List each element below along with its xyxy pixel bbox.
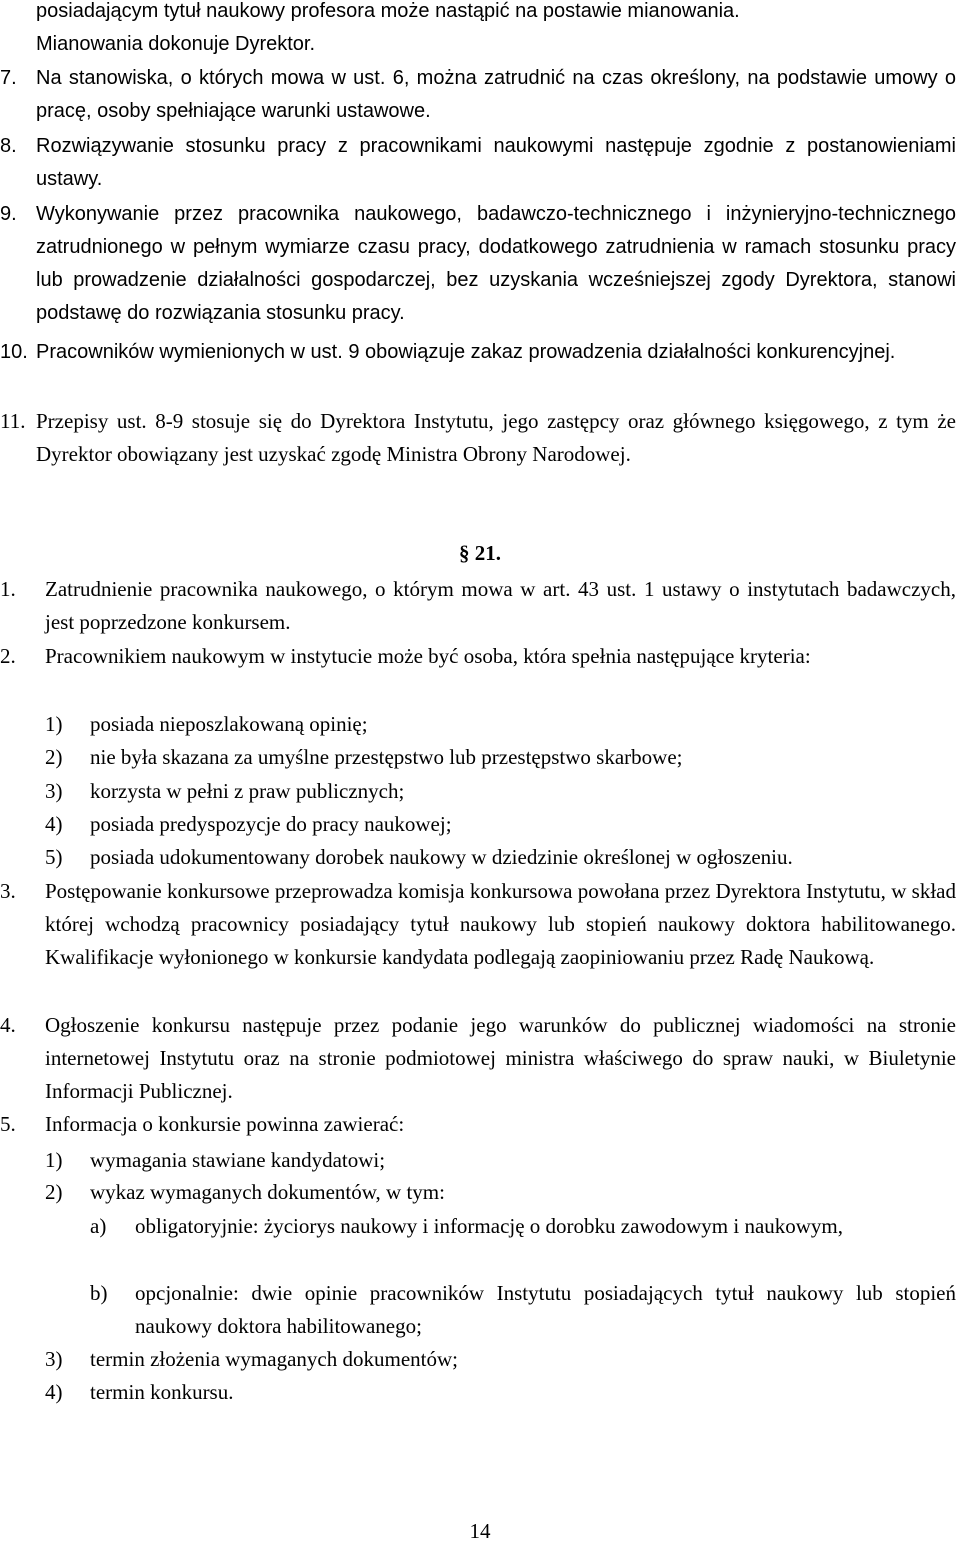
- paragraph-continuation: [0, 0, 956, 61]
- list-number: 4): [45, 1380, 63, 1404]
- list-item-text: nie była skazana za umyślne przestępstwo lub przestępstwo skarbowe;: [90, 745, 683, 769]
- list-item-text: korzysta w pełni z praw publicznych;: [90, 779, 405, 803]
- page-number: 14: [469, 1519, 491, 1543]
- paragraph-number: 7.: [0, 67, 17, 89]
- list-item: [45, 741, 63, 774]
- paragraph-text: Postępowanie konkursowe przeprowadza komisja konkursowa powołana przez Dyrektora Instytutu, w skład której wchodzą pracownicy posiadający tytuł naukowy lub stopień naukowy doktora habilitowanego. Kwalifikacje wyłonionego w konkursie kandydata podlegają zaopiniowaniu przez Radę Naukową.: [45, 879, 956, 969]
- paragraph-7: [0, 62, 956, 128]
- continuation-line-2: Mianowania dokonuje Dyrektor.: [36, 33, 316, 55]
- list-item: [45, 708, 63, 741]
- paragraph-text: Przepisy ust. 8-9 stosuje się do Dyrektora Instytutu, jego zastępcy oraz głównego księgowego, z tym że Dyrektor obowiązany jest uzyskać zgodę Ministra Obrony Narodowej.: [36, 409, 956, 466]
- paragraph-number: 3.: [0, 879, 16, 903]
- paragraph-text: Wykonywanie przez pracownika naukowego, badawczo-technicznego i inżynieryjno-technicznego zatrudnionego w pełnym wymiarze czasu pracy, dodatkowego zatrudnienia w ramach stosunku pracy lub prowadzenie działalności gospodarczej, bez uzyskania wcześniejszej zgody Dyrektora, stanowi podstawę do rozwiązania stosunku pracy.: [36, 203, 956, 324]
- list-item-text: posiada predyspozycje do pracy naukowej;: [90, 812, 452, 836]
- continuation-line-1: posiadającym tytuł naukowy profesora może nastąpić na postawie mianowania.: [36, 0, 740, 22]
- list-item-text: posiada udokumentowany dorobek naukowy w dziedzinie określonej w ogłoszeniu.: [90, 845, 793, 869]
- paragraph-number: 8.: [0, 135, 17, 157]
- sublist-letter: b): [90, 1281, 108, 1305]
- paragraph-number: 5.: [0, 1112, 16, 1136]
- paragraph-11: [0, 405, 956, 471]
- paragraph-text: Ogłoszenie konkursu następuje przez podanie jego warunków do publicznej wiadomości na stronie internetowej Instytutu oraz na stronie podmiotowej ministra właściwego do spraw nauki, w Biuletynie Informacji Publicznej.: [45, 1013, 956, 1103]
- list-number: 3): [45, 1347, 63, 1371]
- section-heading: § 21.: [459, 541, 501, 565]
- paragraph-text: Pracowników wymienionych w ust. 9 obowiązuje zakaz prowadzenia działalności konkurencyjnej.: [36, 341, 896, 363]
- paragraph-10: [0, 336, 956, 369]
- paragraph-text: Na stanowiska, o których mowa w ust. 6, można zatrudnić na czas określony, na podstawie umowy o pracę, osoby spełniające warunki ustawowe.: [36, 67, 956, 122]
- section-paragraph-4: [0, 1009, 956, 1108]
- paragraph-number: 11.: [0, 409, 26, 433]
- paragraph-number: 9.: [0, 203, 17, 225]
- list-number: 1): [45, 1148, 63, 1172]
- list-number: 4): [45, 812, 63, 836]
- section-paragraph-3: [0, 875, 956, 974]
- list-item-text: wymagania stawiane kandydatowi;: [90, 1148, 386, 1172]
- list-item-text: posiada nieposzlakowaną opinię;: [90, 712, 368, 736]
- paragraph-number: 1.: [0, 577, 16, 601]
- paragraph-text: Informacja o konkursie powinna zawierać:: [45, 1112, 405, 1136]
- paragraph-text: Pracownikiem naukowym w instytucie może być osoba, która spełnia następujące kryteria:: [45, 644, 811, 668]
- paragraph-9: [0, 198, 956, 330]
- paragraph-number: 2.: [0, 644, 16, 668]
- sublist-item-text: opcjonalnie: dwie opinie pracowników Instytutu posiadających tytuł naukowy lub stopień naukowy doktora habilitowanego;: [135, 1281, 956, 1338]
- list-item-text: wykaz wymaganych dokumentów, w tym:: [90, 1180, 445, 1204]
- paragraph-number: 10.: [0, 341, 28, 363]
- list-number: 3): [45, 779, 63, 803]
- section-paragraph-2: [0, 640, 956, 673]
- list-item-text: termin złożenia wymaganych dokumentów;: [90, 1347, 458, 1371]
- section-paragraph-1: [0, 573, 956, 639]
- section-paragraph-5: [0, 1108, 956, 1141]
- paragraph-text: Zatrudnienie pracownika naukowego, o którym mowa w art. 43 ust. 1 ustawy o instytutach badawczych, jest poprzedzone konkursem.: [45, 577, 956, 634]
- list-number: 1): [45, 712, 63, 736]
- list-item: [45, 808, 63, 841]
- list-number: 2): [45, 1180, 63, 1204]
- list-number: 2): [45, 745, 63, 769]
- paragraph-text: Rozwiązywanie stosunku pracy z pracownikami naukowymi następuje zgodnie z postanowieniami ustawy.: [36, 135, 956, 190]
- list-number: 5): [45, 845, 63, 869]
- paragraph-8: [0, 130, 956, 196]
- list-item-text: termin konkursu.: [90, 1380, 234, 1404]
- list-item: [45, 841, 63, 874]
- list-item: [45, 775, 63, 808]
- sublist-letter: a): [90, 1214, 107, 1238]
- sublist-item-text: obligatoryjnie: życiorys naukowy i informację o dorobku zawodowym i naukowym,: [135, 1214, 844, 1238]
- paragraph-number: 4.: [0, 1013, 16, 1037]
